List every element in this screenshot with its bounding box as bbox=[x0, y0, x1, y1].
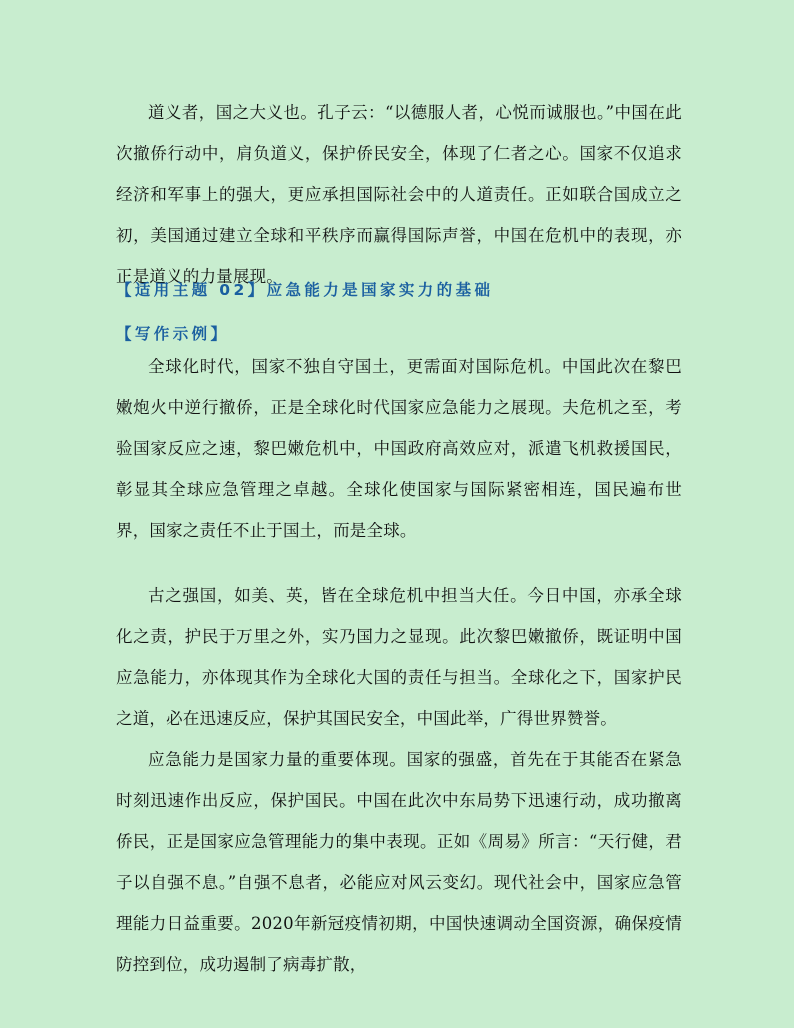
example-heading: 【写作示例】 bbox=[116, 325, 230, 343]
paragraph-great-powers: 古之强国，如美、英，皆在全球危机中担当大任。今日中国，亦承全球化之责，护民于万里之外，实乃国力之显现。此次黎巴嫩撤侨，既证明中国应急能力，亦体现其作为全球化大国的责任与担当。全球化之下，国家护民之道，必在迅速反应，保护其国民安全，中国此举，广得世界赞誉。 bbox=[116, 586, 682, 728]
topic-heading: 【适用主题 02】应急能力是国家实力的基础 bbox=[116, 281, 494, 299]
paragraph-moral-justice: 道义者，国之大义也。孔子云：“以德服人者，心悦而诚服也。”中国在此次撤侨行动中，肩负道义，保护侨民安全，体现了仁者之心。国家不仅追求经济和军事上的强大，更应承担国际社会中的人道责任。正如联合国成立之初，美国通过建立全球和平秩序而赢得国际声誉，中国在危机中的表现，亦正是道义的力量展现。 bbox=[116, 103, 682, 286]
paragraph-globalization: 全球化时代，国家不独自守国土，更需面对国际危机。中国此次在黎巴嫩炮火中逆行撤侨，正是全球化时代国家应急能力之展现。夫危机之至，考验国家反应之速，黎巴嫩危机中，中国政府高效应对，派遣飞机救援国民，彰显其全球应急管理之卓越。全球化使国家与国际紧密相连，国民遍布世界，国家之责任不止于国土，而是全球。 bbox=[116, 357, 682, 540]
paragraph-emergency-capability: 应急能力是国家力量的重要体现。国家的强盛，首先在于其能否在紧急时刻迅速作出反应，保护国民。中国在此次中东局势下迅速行动，成功撤离侨民，正是国家应急管理能力的集中表现。正如《周易》所言：“天行健，君子以自强不息。”自强不息者，必能应对风云变幻。现代社会中，国家应急管理能力日益重要。2020年新冠疫情初期，中国快速调动全国资源，确保疫情防控到位，成功遏制了病毒扩散， bbox=[116, 750, 682, 974]
